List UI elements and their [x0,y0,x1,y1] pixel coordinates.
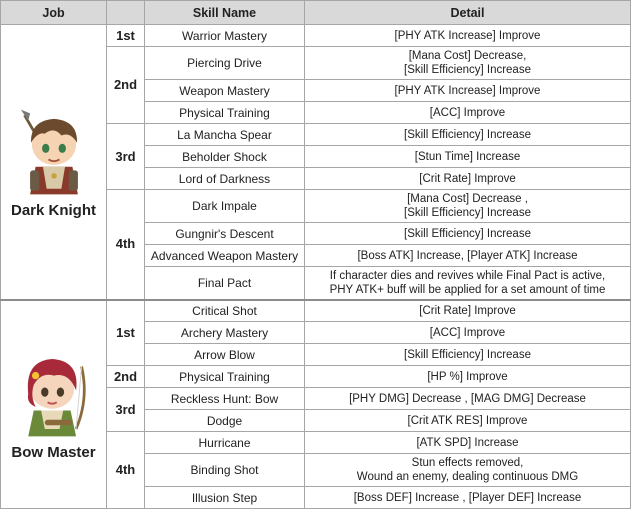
detail-line: Wound an enemy, dealing continuous DMG [356,471,579,483]
skill-name: Arrow Blow [145,344,305,366]
header-tier [107,1,145,25]
skill-detail [305,168,631,190]
skill-detail [305,410,631,432]
detail-line: [Crit ATK RES] Improve [407,414,528,427]
detail-line: [Mana Cost] Decrease , [407,193,528,205]
detail-line: [Crit Rate] Improve [419,304,516,317]
table-row [1,25,631,47]
skill-name: Piercing Drive [145,47,305,80]
skill-detail [305,388,631,410]
detail-line: [Mana Cost] Decrease, [408,50,527,62]
tier-label: 1st [107,300,145,366]
header-skill-name: Skill Name [145,1,305,25]
skill-name: Critical Shot [145,300,305,322]
detail-line: [PHY DMG] Decrease , [MAG DMG] Decrease [349,392,586,405]
skill-name: Dark Impale [145,190,305,223]
skill-name: Hurricane [145,432,305,454]
header-job: Job [1,1,107,25]
tier-label: 3rd [107,124,145,190]
tier-label: 4th [107,432,145,509]
job-name: Bow Master [11,444,96,462]
skill-detail [305,102,631,124]
detail-line: [PHY ATK Increase] Improve [394,29,541,42]
skill-detail [305,124,631,146]
skill-name: Weapon Mastery [145,80,305,102]
skill-detail [305,322,631,344]
skill-detail [305,245,631,267]
skill-name: Reckless Hunt: Bow [145,388,305,410]
skill-name: Physical Training [145,102,305,124]
table-row [1,300,631,322]
detail-line: [Skill Efficiency] Increase [404,227,531,240]
tier-label: 1st [107,25,145,47]
skill-name: Final Pact [145,267,305,300]
job-cell [1,300,107,509]
skill-detail [305,190,631,223]
detail-line: PHY ATK+ buff will be applied for a set amount of time [329,283,606,296]
skill-detail [305,47,631,80]
skill-name: La Mancha Spear [145,124,305,146]
tier-label: 4th [107,190,145,300]
skill-detail [305,267,631,300]
skill-name: Warrior Mastery [145,25,305,47]
tier-label: 2nd [107,47,145,124]
skill-detail [305,80,631,102]
job-name: Dark Knight [10,201,96,219]
detail-line: [ACC] Improve [429,106,506,119]
skill-name: Dodge [145,410,305,432]
skill-detail [305,25,631,47]
skill-detail [305,366,631,388]
skill-name: Illusion Step [145,487,305,509]
detail-line: [Stun Time] Increase [414,150,521,163]
skill-name: Physical Training [145,366,305,388]
job-wrapper [4,348,103,460]
detail-line: [Skill Efficiency] Increase [404,207,531,219]
skill-name: Lord of Darkness [145,168,305,190]
bow-master-avatar [16,348,92,440]
skill-detail [305,300,631,322]
detail-line: [PHY ATK Increase] Improve [394,84,541,97]
detail-line: [Boss ATK] Increase, [Player ATK] Increase [357,249,578,262]
detail-line: [Boss DEF] Increase , [Player DEF] Increase [353,491,582,504]
tier-label: 2nd [107,366,145,388]
skill-name: Gungnir's Descent [145,223,305,245]
skill-detail [305,223,631,245]
tier-label: 3rd [107,388,145,432]
detail-line: Stun effects removed, [411,457,524,469]
detail-line: [Skill Efficiency] Increase [404,348,531,361]
detail-line: [ACC] Improve [429,326,506,339]
skill-name: Binding Shot [145,454,305,487]
skill-name: Advanced Weapon Mastery [145,245,305,267]
dark-knight-avatar [16,106,92,198]
skill-name: Beholder Shock [145,146,305,168]
detail-line: [Crit Rate] Improve [419,172,516,185]
header-row [1,1,631,25]
skill-detail [305,146,631,168]
skill-detail [305,454,631,487]
header-detail: Detail [305,1,631,25]
detail-line: If character dies and revives while Final Pact is active, [329,269,606,282]
detail-line: [ATK SPD] Increase [416,436,519,449]
detail-line: [Skill Efficiency] Increase [404,128,531,141]
detail-line: [Skill Efficiency] Increase [404,64,531,76]
detail-line: [HP %] Improve [427,370,508,383]
job-cell [1,25,107,300]
skill-detail [305,487,631,509]
job-wrapper [4,106,103,218]
skill-detail [305,432,631,454]
skill-name: Archery Mastery [145,322,305,344]
skill-detail [305,344,631,366]
